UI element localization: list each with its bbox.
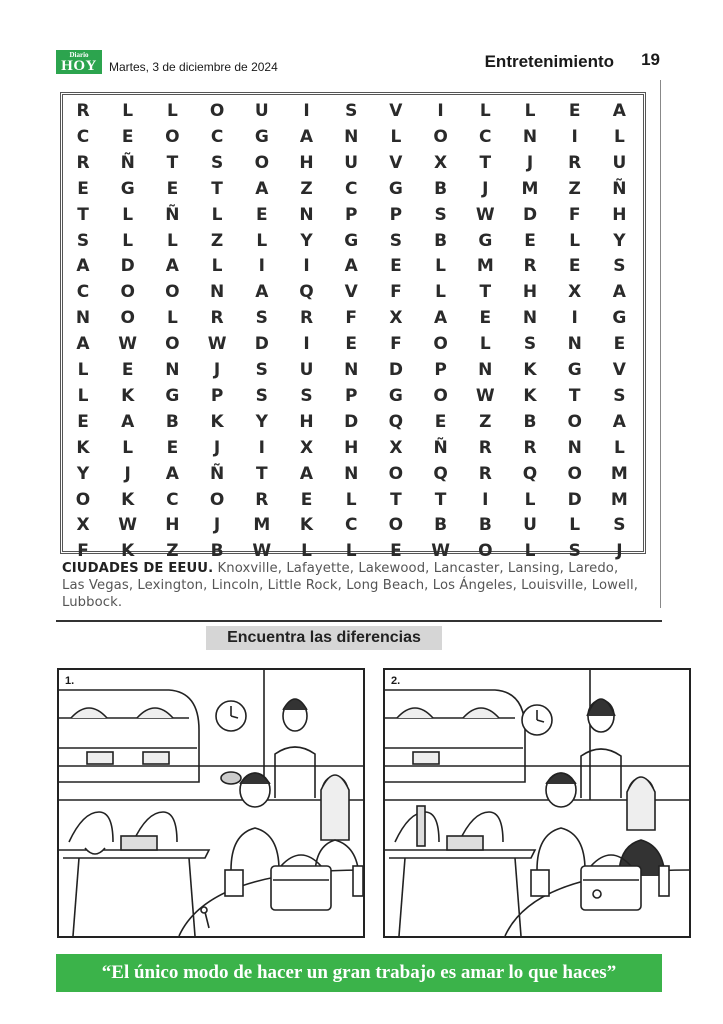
grid-letter: R [76, 101, 90, 121]
grid-letter: O [209, 489, 225, 510]
grid-letter: J [616, 541, 623, 562]
word-list-heading: CIUDADES DE EEUU. [62, 561, 214, 576]
grid-letter: E [390, 541, 402, 562]
grid-letter: V [389, 101, 403, 121]
grid-letter: T [479, 152, 492, 173]
grid-letter: L [479, 101, 491, 121]
grid-letter: B [523, 411, 537, 432]
grid-letter: K [523, 360, 537, 380]
grid-letter: N [344, 463, 359, 484]
grid-letter: N [165, 360, 180, 380]
grid-letter: U [254, 101, 269, 121]
grid-letter: R [210, 308, 224, 329]
grid-letter: L [256, 230, 268, 251]
grid-letter: L [569, 230, 581, 251]
grid-letter: I [437, 101, 444, 121]
grid-letter: S [76, 230, 90, 251]
section-title: Entretenimiento [484, 52, 614, 71]
grid-letter: O [478, 541, 493, 562]
grid-letter: P [344, 385, 358, 406]
grid-letter: C [479, 126, 492, 147]
grid-letter: S [389, 230, 403, 251]
grid-letter: L [479, 334, 491, 355]
grid-letter: A [612, 282, 626, 303]
grid-letter: E [568, 101, 581, 121]
grid-letter: L [613, 437, 625, 458]
grid-letter: D [567, 489, 582, 510]
grid-letter: A [299, 463, 314, 484]
grid-letter: B [165, 411, 179, 432]
grid-letter: N [299, 204, 314, 225]
grid-letter: F [390, 334, 402, 355]
grid-letter: O [120, 308, 135, 329]
grid-letter: J [124, 463, 131, 484]
word-list [62, 560, 642, 611]
grid-letter: R [523, 437, 537, 458]
grid-letter: R [255, 489, 269, 510]
grid-letter: J [213, 437, 221, 458]
grid-letter: E [255, 204, 268, 225]
grid-letter: Ñ [612, 178, 627, 199]
grid-letter: R [523, 256, 537, 277]
grid-letter: U [299, 360, 314, 380]
grid-letter: L [569, 515, 581, 536]
grid-letter: L [122, 101, 134, 121]
grid-letter: S [300, 385, 313, 406]
difference-panel-2 [383, 668, 691, 938]
grid-letter: L [166, 101, 178, 121]
grid-letter: S [255, 360, 268, 380]
grid-letter: A [434, 308, 448, 329]
grid-letter: R [478, 463, 492, 484]
grid-letter: T [166, 152, 179, 173]
section-divider [56, 620, 662, 622]
grid-letter: K [76, 437, 90, 458]
grid-letter: O [165, 334, 180, 355]
grid-letter: H [299, 152, 314, 173]
grid-letter: G [567, 360, 582, 380]
grid-letter: C [166, 489, 179, 510]
grid-letter: N [567, 334, 582, 355]
grid-letter: Y [255, 411, 268, 432]
grid-letter: T [211, 178, 223, 199]
grid-letter: Y [76, 463, 90, 484]
grid-letter: O [433, 334, 448, 355]
grid-letter: C [344, 178, 358, 199]
grid-letter: G [478, 230, 493, 251]
grid-letter: R [299, 308, 314, 329]
grid-letter: E [345, 334, 357, 355]
grid-letter: A [344, 256, 358, 277]
grid-letter: A [76, 256, 90, 277]
grid-letter: L [524, 101, 536, 121]
grid-letter: X [299, 437, 314, 458]
grid-letter: T [390, 489, 402, 510]
grid-letter: A [121, 411, 135, 432]
grid-letter: K [121, 489, 135, 510]
grid-letter: N [478, 360, 493, 380]
grid-letter: H [344, 437, 359, 458]
grid-letter: L [77, 360, 89, 380]
grid-letter: O [75, 489, 91, 510]
grid-letter: A [612, 411, 626, 432]
grid-letter: E [568, 256, 581, 277]
page-header [56, 46, 662, 78]
grid-letter: I [303, 334, 310, 355]
grid-letter: P [389, 204, 403, 225]
grid-letter: K [121, 385, 135, 406]
grid-letter: M [476, 256, 494, 277]
grid-letter: X [568, 282, 582, 303]
grid-letter: K [121, 541, 135, 562]
grid-letter: T [255, 463, 268, 484]
grid-letter: L [77, 385, 89, 406]
grid-letter: M [253, 515, 271, 536]
grid-letter: O [567, 463, 582, 484]
grid-letter: F [77, 541, 89, 562]
grid-letter: J [213, 515, 221, 536]
grid-letter: E [77, 411, 89, 432]
issue-date: Martes, 3 de diciembre de 2024 [109, 60, 278, 74]
grid-letter: B [478, 515, 492, 536]
grid-letter: J [526, 152, 534, 173]
grid-letter: I [303, 101, 310, 121]
grid-letter: L [435, 282, 447, 303]
grid-letter: O [433, 385, 448, 406]
grid-letter: B [210, 541, 224, 562]
grid-letter: S [255, 385, 268, 406]
grid-letter: N [522, 308, 538, 329]
grid-letter: O [433, 126, 448, 147]
grid-letter: S [568, 541, 581, 562]
grid-letter: F [390, 282, 402, 303]
grid-letter: B [434, 515, 448, 536]
grid-letter: W [207, 334, 227, 355]
grid-letter: V [389, 152, 403, 173]
grid-letter: S [434, 204, 447, 225]
grid-letter: H [612, 204, 627, 225]
grid-letter: H [165, 515, 180, 536]
grid-letter: A [299, 126, 314, 147]
grid-letter: P [344, 204, 358, 225]
grid-letter: R [76, 152, 90, 173]
grid-letter: H [299, 411, 314, 432]
grid-letter: L [122, 230, 134, 251]
grid-letter: E [166, 178, 179, 199]
grid-letter: O [165, 282, 180, 303]
grid-letter: R [478, 437, 492, 458]
grid-letter: N [209, 282, 225, 303]
grid-letter: Ñ [165, 204, 180, 225]
grid-letter: A [165, 463, 179, 484]
grid-letter: Z [210, 230, 224, 251]
grid-letter: S [255, 308, 268, 329]
grid-letter: X [76, 515, 90, 536]
grid-letter: L [435, 256, 447, 277]
grid-letter: D [120, 256, 135, 277]
grid-letter: I [482, 489, 489, 510]
grid-letter: K [523, 385, 537, 406]
grid-letter: D [522, 204, 538, 225]
grid-letter: Y [613, 230, 626, 251]
grid-letter: Z [300, 178, 313, 199]
grid-letter: M [521, 178, 539, 199]
grid-letter: N [522, 126, 538, 147]
grid-letter: M [610, 489, 628, 510]
grid-letter: G [388, 178, 403, 199]
grid-letter: Y [300, 230, 313, 251]
grid-letter: V [612, 360, 626, 380]
grid-letter: Q [299, 282, 314, 303]
grid-letter: A [165, 256, 179, 277]
grid-letter: W [118, 334, 138, 355]
grid-letter: N [567, 437, 582, 458]
grid-letter: L [122, 204, 134, 225]
grid-letter: W [475, 385, 495, 406]
grid-letter: W [431, 541, 450, 562]
grid-letter: L [390, 126, 402, 147]
grid-letter: Z [479, 411, 492, 432]
grid-letter: G [165, 385, 180, 406]
grid-letter: I [571, 308, 578, 329]
grid-letter: G [120, 178, 135, 199]
grid-letter: U [612, 152, 627, 173]
grid-letter: S [345, 101, 358, 121]
grid-letter: W [118, 515, 138, 536]
cafeteria-illustration-2 [385, 670, 689, 936]
grid-letter: C [76, 126, 90, 147]
grid-letter: P [210, 385, 224, 406]
grid-letter: A [612, 101, 626, 121]
grid-letter: L [524, 541, 536, 562]
grid-letter: E [77, 178, 89, 199]
grid-letter: N [344, 360, 359, 380]
panel-2-number: 2. [391, 675, 401, 687]
grid-letter: Ñ [209, 463, 225, 484]
grid-letter: B [434, 230, 448, 251]
grid-letter: L [122, 437, 134, 458]
grid-letter: O [120, 282, 135, 303]
grid-letter: E [613, 334, 626, 355]
panel-1-number: 1. [65, 675, 75, 687]
word-search-grid [60, 92, 646, 562]
difference-panel-1 [57, 668, 365, 938]
grid-letter: N [344, 126, 359, 147]
grid-letter: A [255, 178, 269, 199]
differences-title: Encuentra las diferencias [206, 626, 442, 650]
newspaper-logo [56, 50, 102, 74]
grid-letter: T [77, 204, 89, 225]
word-list-words: Knoxville, Lafayette, Lakewood, Lancaster, Lansing, Laredo, Las Vegas, Lexington, Lincoln, Little Rock, Long Beach, Los Ángeles, Louisville, Lowell, Lubbock. [62, 561, 639, 610]
grid-letter: C [76, 282, 90, 303]
grid-letter: U [523, 515, 537, 536]
grid-letter: S [613, 256, 626, 277]
grid-letter: C [344, 515, 358, 536]
grid-letter: E [524, 230, 536, 251]
grid-letter: L [524, 489, 536, 510]
grid-letter: Q [433, 463, 448, 484]
page-number: 19 [641, 50, 660, 69]
grid-letter: E [479, 308, 492, 329]
grid-letter: O [254, 152, 270, 173]
grid-letter: C [210, 126, 224, 147]
grid-letter: I [303, 256, 310, 277]
grid-letter: N [75, 308, 91, 329]
grid-letter: J [213, 360, 221, 380]
grid-letter: D [344, 411, 359, 432]
grid-letter: S [613, 385, 626, 406]
grid-letter: X [389, 437, 403, 458]
grid-letter: J [482, 178, 489, 199]
grid-letter: O [567, 411, 582, 432]
grid-letter: U [344, 152, 359, 173]
grid-letter: L [166, 230, 178, 251]
grid-letter: L [211, 256, 223, 277]
grid-letter: O [388, 463, 404, 484]
grid-letter: Z [568, 178, 581, 199]
grid-letter: Ñ [120, 152, 135, 173]
grid-letter: A [255, 282, 269, 303]
grid-letter: S [210, 152, 224, 173]
grid-letter: E [121, 126, 134, 147]
grid-letter: P [434, 360, 447, 380]
grid-letter: K [299, 515, 314, 536]
grid-letter: L [211, 204, 223, 225]
grid-letter: L [613, 126, 625, 147]
grid-letter: G [344, 230, 359, 251]
grid-letter: E [121, 360, 134, 380]
grid-letter: M [610, 463, 628, 484]
grid-letter: A [76, 334, 90, 355]
grid-letter: X [389, 308, 403, 329]
grid-letter: R [568, 152, 582, 173]
grid-letter: G [612, 308, 627, 329]
grid-letter: E [390, 256, 402, 277]
grid-letter: Q [522, 463, 538, 484]
logo-main-text: HOY [61, 58, 97, 74]
grid-letter: G [388, 385, 403, 406]
grid-letter: W [475, 204, 495, 225]
grid-letter: E [300, 489, 313, 510]
grid-letter: X [434, 152, 448, 173]
grid-letter: E [166, 437, 179, 458]
grid-letter: E [434, 411, 447, 432]
grid-letter: O [388, 515, 404, 536]
grid-letter: I [258, 256, 265, 277]
grid-letter: S [613, 515, 626, 536]
grid-letter: O [209, 101, 225, 121]
grid-letter: Z [166, 541, 179, 562]
grid-letter: T [479, 282, 492, 303]
grid-letter: O [165, 126, 180, 147]
grid-letter: G [254, 126, 269, 147]
grid-letter: W [252, 541, 272, 562]
grid-letter: Q [388, 411, 404, 432]
grid-letter: I [258, 437, 265, 458]
grid-letter: T [568, 385, 581, 406]
logo-top-text: Diario [69, 51, 89, 59]
grid-letter: F [345, 308, 357, 329]
grid-letter: Ñ [433, 437, 448, 458]
grid-letter: L [166, 308, 178, 329]
grid-letter: K [210, 411, 224, 432]
grid-letter: V [344, 282, 358, 303]
grid-letter: H [522, 282, 538, 303]
grid-letter: I [571, 126, 578, 147]
grid-letter: D [254, 334, 269, 355]
grid-letter: L [301, 541, 312, 562]
grid-letter: T [434, 489, 447, 510]
grid-letter: L [345, 541, 357, 562]
quote-banner: “El único modo de hacer un gran trabajo es amar lo que haces” [56, 954, 662, 992]
grid-letter: S [523, 334, 537, 355]
grid-letter: B [434, 178, 448, 199]
cafeteria-illustration-1 [59, 670, 363, 936]
grid-letter: F [568, 204, 581, 225]
grid-letter: D [388, 360, 403, 380]
grid-letter: L [345, 489, 357, 510]
